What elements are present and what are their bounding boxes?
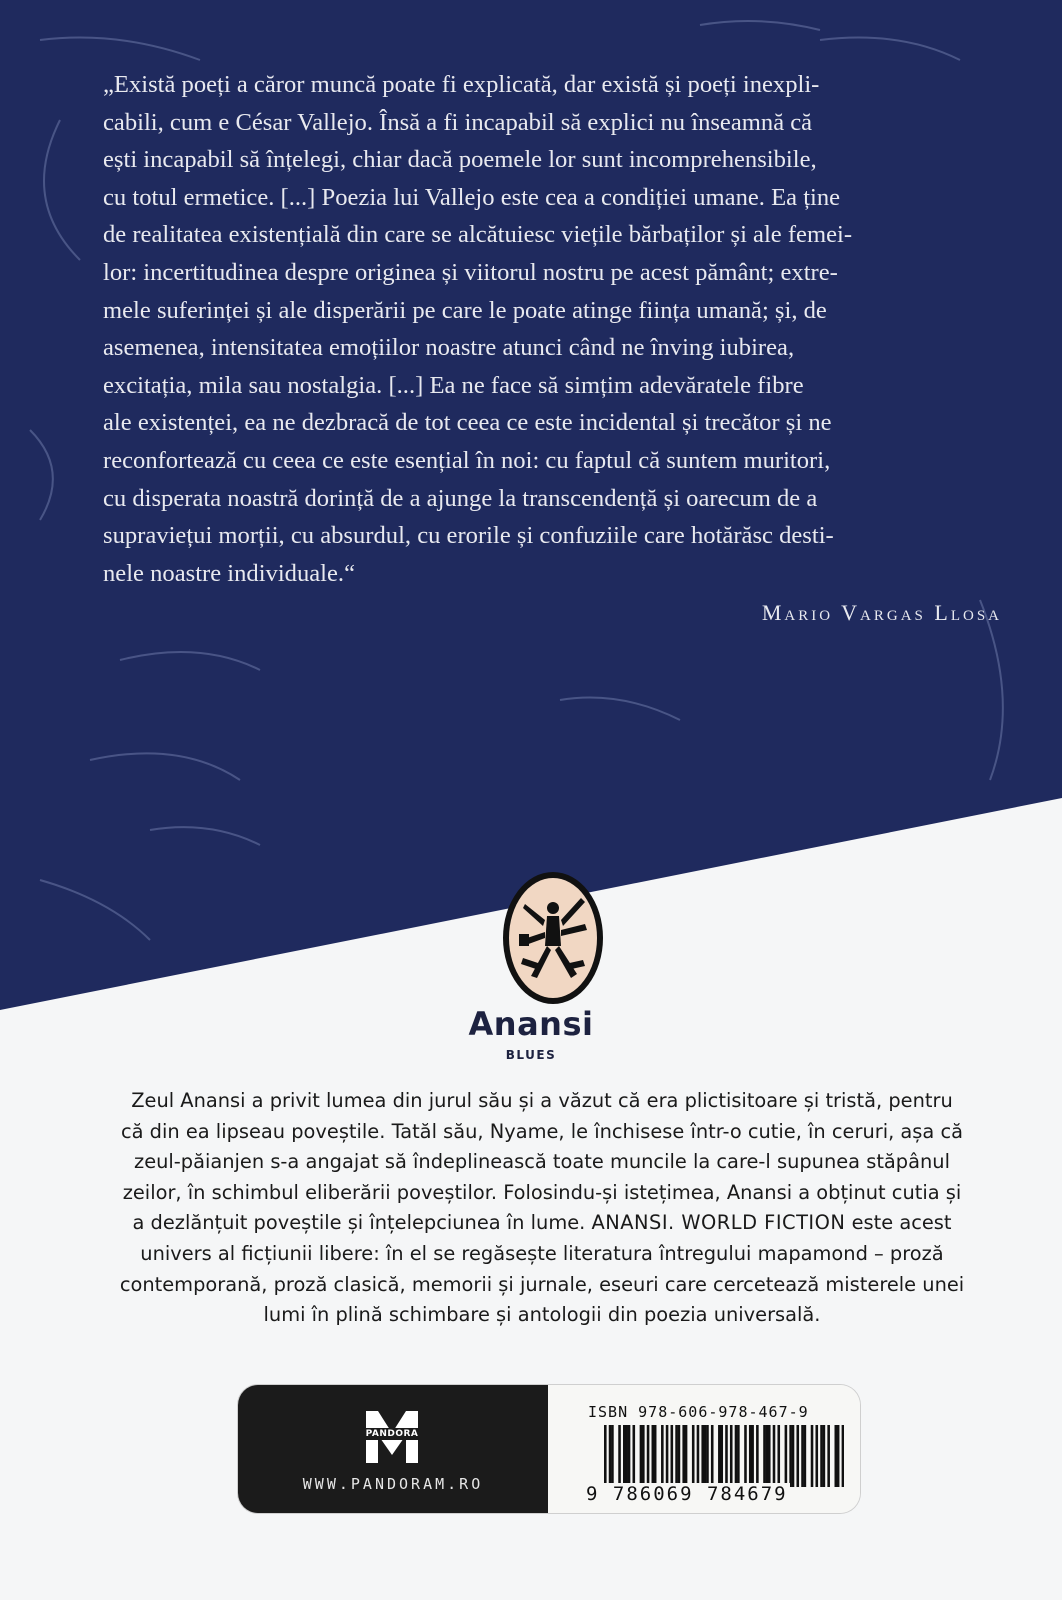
barcode-bar	[737, 1425, 740, 1487]
barcode-bar	[711, 1425, 714, 1487]
blurb-text-part1: Zeul Anansi a privit lumea din jurul său și a văzut că era plictisitoare și tristă, pentru că din ea lipseau poveștile. Tatăl său, Nyame, le închisese într-o cutie, în ceruri, așa că zeul-păianjen s-a angajat să îndeplinească toate muncile la care-l supunea stăpânul zeilor, în schimbul eliberării poveștilor. Folosindu-și istețimea, Anansi a obținut cutia și a dezlănțuit poveștile și înțelepciunea în lume.	[120, 1089, 964, 1235]
barcode-bar	[801, 1425, 804, 1487]
barcode-bar	[671, 1425, 674, 1487]
barcode-bar	[815, 1425, 818, 1487]
quote-line: cabili, cum e César Vallejo. Însă a fi incapabil să explici nu înseamnă că	[103, 108, 813, 136]
barcode-bar	[823, 1425, 826, 1487]
quote-line: mele suferinței și ale disperării pe care le poate atinge ființa umană; și, de	[103, 296, 827, 324]
barcode-bar	[796, 1425, 799, 1487]
quote-line: nele noastre individuale.“	[103, 559, 355, 587]
quote-line: excitația, mila sau nostalgia. [...] Ea ne face să simțim adevăratele fibre	[103, 371, 804, 399]
quote-author: Mario Vargas Llosa	[761, 600, 1002, 625]
quote-line: supraviețui morții, cu absurdul, cu erorile și confuziile care hotărăsc desti-	[103, 522, 834, 550]
quote-line: cu totul ermetice. [...] Poezia lui Vallejo este cea a condiției umane. Ea ține	[103, 183, 841, 211]
barcode-bar	[609, 1425, 612, 1487]
quote-line: reconfortează cu ceea ce este esențial în noi: cu faptul că suntem muritori,	[103, 446, 831, 474]
barcode-bar	[773, 1425, 776, 1487]
barcode-bar	[618, 1425, 621, 1487]
barcode-bar	[640, 1425, 643, 1487]
isbn-panel	[548, 1385, 860, 1513]
barcode-bar	[827, 1425, 830, 1487]
barcode-bar	[735, 1425, 738, 1487]
barcode-bar	[654, 1425, 657, 1487]
barcode-bar	[785, 1425, 788, 1487]
quote-line: de realitatea existențială din care se alcătuiesc viețile bărbaților și ale femei-	[103, 221, 853, 249]
barcode-bar	[678, 1425, 681, 1487]
barcode-bar	[628, 1425, 631, 1487]
quote-line: ale existenței, ea ne dezbracă de tot ceea ce este incidental și trecător și ne	[103, 409, 832, 437]
barcode-bar	[706, 1425, 709, 1487]
quote-text	[103, 66, 1003, 592]
barcode-bar	[730, 1425, 733, 1487]
quote-line: „Există poeți a căror muncă poate fi explicată, dar există și poeți inexpli-	[103, 71, 820, 98]
barcode-bar	[697, 1425, 700, 1487]
barcode-bar	[718, 1425, 721, 1487]
barcode-bar	[642, 1425, 645, 1487]
barcode-bar	[763, 1425, 766, 1487]
barcode-digits: 9 786069 784679	[586, 1483, 788, 1505]
isbn-label: ISBN 978-606-978-467-9	[588, 1403, 809, 1421]
brand-name: Anansi	[468, 1005, 594, 1043]
brand-subtitle: BLUES	[505, 1048, 557, 1062]
barcode-bar	[682, 1425, 685, 1487]
barcode-bar	[835, 1425, 838, 1487]
blurb-text-part2: este acest univers al ficțiunii libere: în el se regăsește literatura întregului mapamond – proză contemporană, proză clasică, memorii și jurnale, eseuri care cercetează misterele unei lumi în plină schimbare și antologii din poezia universală.	[119, 1211, 965, 1327]
series-description	[118, 1086, 966, 1331]
barcode-bar	[792, 1425, 795, 1487]
publisher-name: PANDORA	[365, 1429, 419, 1439]
publisher-website: WWW.PANDORAM.RO	[302, 1475, 484, 1493]
quote-line: cu disperata noastră dorință de a ajunge la transcendență și oarecum de a	[103, 484, 818, 512]
barcode-bar	[837, 1425, 840, 1487]
barcode-bar	[777, 1425, 780, 1487]
quote-line: ești incapabil să înțelegi, chiar dacă poemele lor sunt incomprehensibile,	[103, 146, 817, 174]
barcode-bar	[842, 1425, 844, 1487]
blurb-series-name: ANANSI. WORLD FICTION	[591, 1211, 846, 1235]
barcode-icon	[604, 1425, 844, 1487]
barcode-bar	[720, 1425, 723, 1487]
barcode-bar	[820, 1425, 823, 1487]
barcode-bar	[701, 1425, 704, 1487]
barcode-bar	[804, 1425, 807, 1487]
barcode-bar	[623, 1425, 626, 1487]
barcode-bar	[661, 1425, 664, 1487]
barcode-bar	[611, 1425, 614, 1487]
publisher-isbn-badge	[238, 1385, 860, 1513]
barcode-bar	[675, 1425, 678, 1487]
quote-line: asemenea, intensitatea emoțiilor noastre atunci când ne înving iubirea,	[103, 334, 795, 362]
publisher-panel	[238, 1385, 548, 1513]
barcode-bar	[652, 1425, 655, 1487]
barcode-bar	[685, 1425, 688, 1487]
barcode-bar	[789, 1425, 792, 1487]
barcode-bar	[704, 1425, 707, 1487]
barcode-bar	[811, 1425, 814, 1487]
barcode-bar	[766, 1425, 769, 1487]
barcode-bar	[647, 1425, 650, 1487]
barcode-bar	[604, 1425, 607, 1487]
barcode-bar	[749, 1425, 752, 1487]
barcode-bar	[725, 1425, 728, 1487]
barcode-bar	[692, 1425, 695, 1487]
anansi-logo-icon	[499, 868, 607, 1008]
barcode-bar	[744, 1425, 747, 1487]
barcode-bar	[625, 1425, 628, 1487]
barcode-bar	[666, 1425, 669, 1487]
barcode-bar	[756, 1425, 759, 1487]
barcode-bar	[768, 1425, 771, 1487]
barcode-bar	[751, 1425, 754, 1487]
quote-line: lor: incertitudinea despre originea și viitorul nostru pe acest pământ; extre-	[103, 258, 838, 286]
barcode-bar	[633, 1425, 636, 1487]
